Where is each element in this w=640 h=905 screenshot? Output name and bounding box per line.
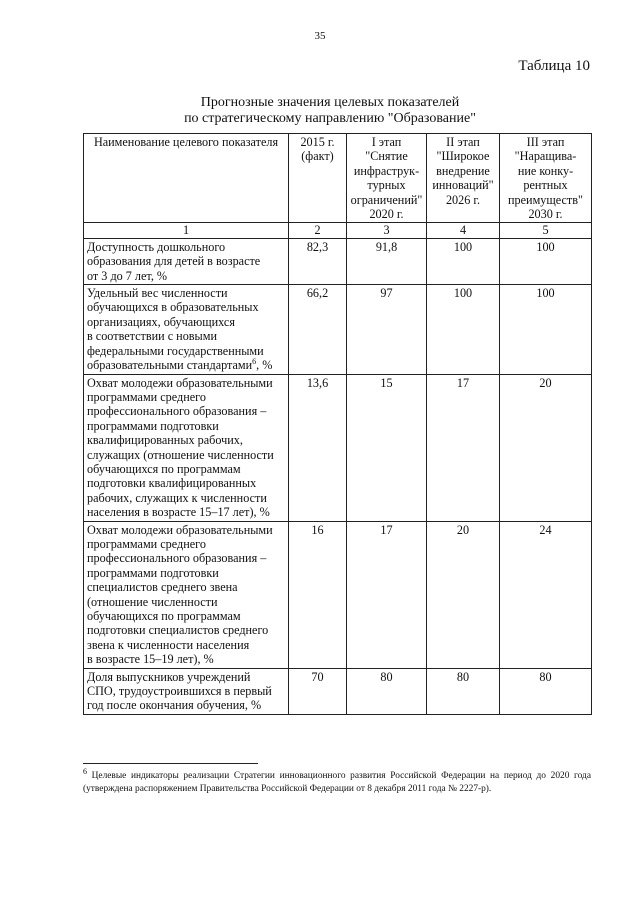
value-2015: 13,6: [289, 374, 347, 521]
value-2020: 97: [347, 285, 427, 374]
footnote-divider: [83, 763, 258, 764]
indicator-name-line: Удельный вес численности: [87, 286, 228, 301]
header-line: I этап: [371, 135, 402, 149]
indicator-name-line: служащих (отношение численности: [87, 447, 274, 462]
indicator-name-line: федеральными государственными: [87, 343, 264, 358]
header-stage-2: [427, 134, 500, 223]
column-number: 5: [500, 223, 592, 238]
indicator-name-line: обучающихся по программам: [87, 609, 241, 623]
header-line: (факт): [301, 149, 334, 164]
header-line: "Снятие: [365, 149, 408, 164]
page-number: 35: [314, 30, 326, 42]
column-number: 1: [84, 223, 289, 238]
indicator-name-line: населения в возрасте 15–17 лет), %: [87, 505, 270, 520]
indicator-name-line: от 3 до 7 лет, %: [87, 268, 168, 283]
header-stage-3: [500, 134, 592, 223]
table-title-line: Прогнозные значения целевых показателей: [200, 95, 460, 110]
indicator-name-text: образовательными стандартами: [87, 358, 253, 373]
header-line: 2030 г.: [528, 207, 563, 222]
value-2015: 66,2: [289, 285, 347, 374]
indicator-name-line: СПО, трудоустроившихся в первый: [87, 684, 272, 699]
header-line: ние конку-: [517, 163, 574, 178]
value-2020: 17: [347, 521, 427, 668]
header-line: 2015 г.: [300, 135, 335, 149]
value-2020: 80: [347, 668, 427, 714]
indicator-name-line: обучающихся по программам: [87, 461, 241, 476]
table-row: [84, 285, 592, 374]
indicator-name-line: в соответствии с новыми: [87, 329, 217, 344]
table-label: Таблица 10: [518, 58, 590, 74]
indicator-name-line: программами подготовки: [87, 565, 219, 580]
value-2026: 20: [427, 521, 500, 668]
footnote-mark: 6: [83, 766, 87, 776]
indicator-name-line: Охват молодежи образовательными: [87, 375, 273, 390]
value-2020: 91,8: [347, 238, 427, 284]
indicator-name: [84, 285, 289, 374]
value-2026: 17: [427, 374, 500, 521]
value-2015: 82,3: [289, 238, 347, 284]
column-number: 2: [289, 223, 347, 238]
value-2020: 15: [347, 374, 427, 521]
value-2026: 100: [427, 238, 500, 284]
value-2030: 100: [500, 285, 592, 374]
indicator-name-line: звена к численности населения: [87, 637, 250, 652]
header-line: инноваций": [432, 178, 494, 193]
header-2015: [289, 134, 347, 223]
indicator-name-line: образования для детей в возрасте: [87, 254, 261, 269]
header-line: инфраструк-: [353, 163, 420, 178]
indicator-name-line: Доля выпускников учреждений: [87, 669, 251, 684]
indicator-name: [84, 238, 289, 284]
header-line: III этап: [526, 135, 565, 149]
footnote-reference: 6: [252, 357, 257, 367]
indicator-name-line: в возрасте 15–19 лет), %: [87, 652, 214, 667]
header-line: II этап: [446, 135, 480, 149]
header-line: 2026 г.: [445, 192, 481, 207]
header-line: "Наращива-: [514, 149, 577, 164]
value-2030: 20: [500, 374, 592, 521]
indicator-name-line: Доступность дошкольного: [87, 239, 226, 254]
indicator-name-line: [87, 358, 285, 372]
header-indicator-name: Наименование целевого показателя: [84, 134, 289, 223]
indicator-name: [84, 668, 289, 714]
indicator-name-line: профессионального образования –: [87, 404, 267, 419]
table-title: [120, 95, 540, 127]
header-line: внедрение: [436, 163, 490, 178]
indicator-name-line: Охват молодежи образовательными: [87, 522, 273, 537]
indicator-name-line: квалифицированных рабочих,: [87, 433, 243, 448]
value-2015: 70: [289, 668, 347, 714]
indicator-name-line: обучающихся в образовательных: [87, 300, 259, 315]
footnote-text: Целевые индикаторы реализации Стратегии инновационного развития Российской Федерации на период до 2020 года (утверждена распоряжением Правительства Российской Федерации от 8 декабря 2011 года № 2227-р).: [83, 771, 591, 794]
value-2026: 100: [427, 285, 500, 374]
value-2030: 80: [500, 668, 592, 714]
indicator-name-line: подготовки специалистов среднего: [87, 623, 269, 638]
indicator-name-line: программами среднего: [87, 536, 206, 551]
header-line: турных: [367, 178, 406, 193]
table-header-row: [84, 134, 592, 223]
table-row: [84, 374, 592, 521]
footnote: [83, 766, 591, 796]
indicator-name-line: год после окончания обучения, %: [87, 698, 262, 713]
header-line: "Широкое: [436, 149, 490, 164]
table-row: [84, 521, 592, 668]
header-stage-1: [347, 134, 427, 223]
indicators-table: [83, 133, 592, 715]
indicator-name-line: подготовки квалифицированных: [87, 476, 257, 491]
indicator-name: [84, 374, 289, 521]
indicator-name-text: , %: [256, 358, 273, 373]
indicator-name-line: рабочих, служащих к численности: [87, 490, 267, 505]
indicator-name-line: организациях, обучающихся: [87, 314, 235, 329]
header-line: рентных: [523, 178, 568, 193]
indicator-name: [84, 521, 289, 668]
value-2015: 16: [289, 521, 347, 668]
indicator-name-line: специалистов среднего звена: [87, 580, 238, 595]
value-2026: 80: [427, 668, 500, 714]
header-line: преимуществ": [508, 192, 583, 207]
column-number-row: [84, 223, 592, 238]
value-2030: 100: [500, 238, 592, 284]
indicator-name-line: программами среднего: [87, 389, 206, 404]
indicator-name-line: (отношение численности: [87, 594, 218, 609]
column-number: 3: [347, 223, 427, 238]
column-number: 4: [427, 223, 500, 238]
indicator-name-line: профессионального образования –: [87, 551, 267, 566]
table-row: [84, 668, 592, 714]
header-line: 2020 г.: [369, 207, 404, 222]
header-line: ограничений": [350, 192, 423, 207]
table-row: [84, 238, 592, 284]
table-title-line: по стратегическому направлению "Образование": [184, 111, 476, 126]
indicator-name-line: программами подготовки: [87, 418, 219, 433]
value-2030: 24: [500, 521, 592, 668]
